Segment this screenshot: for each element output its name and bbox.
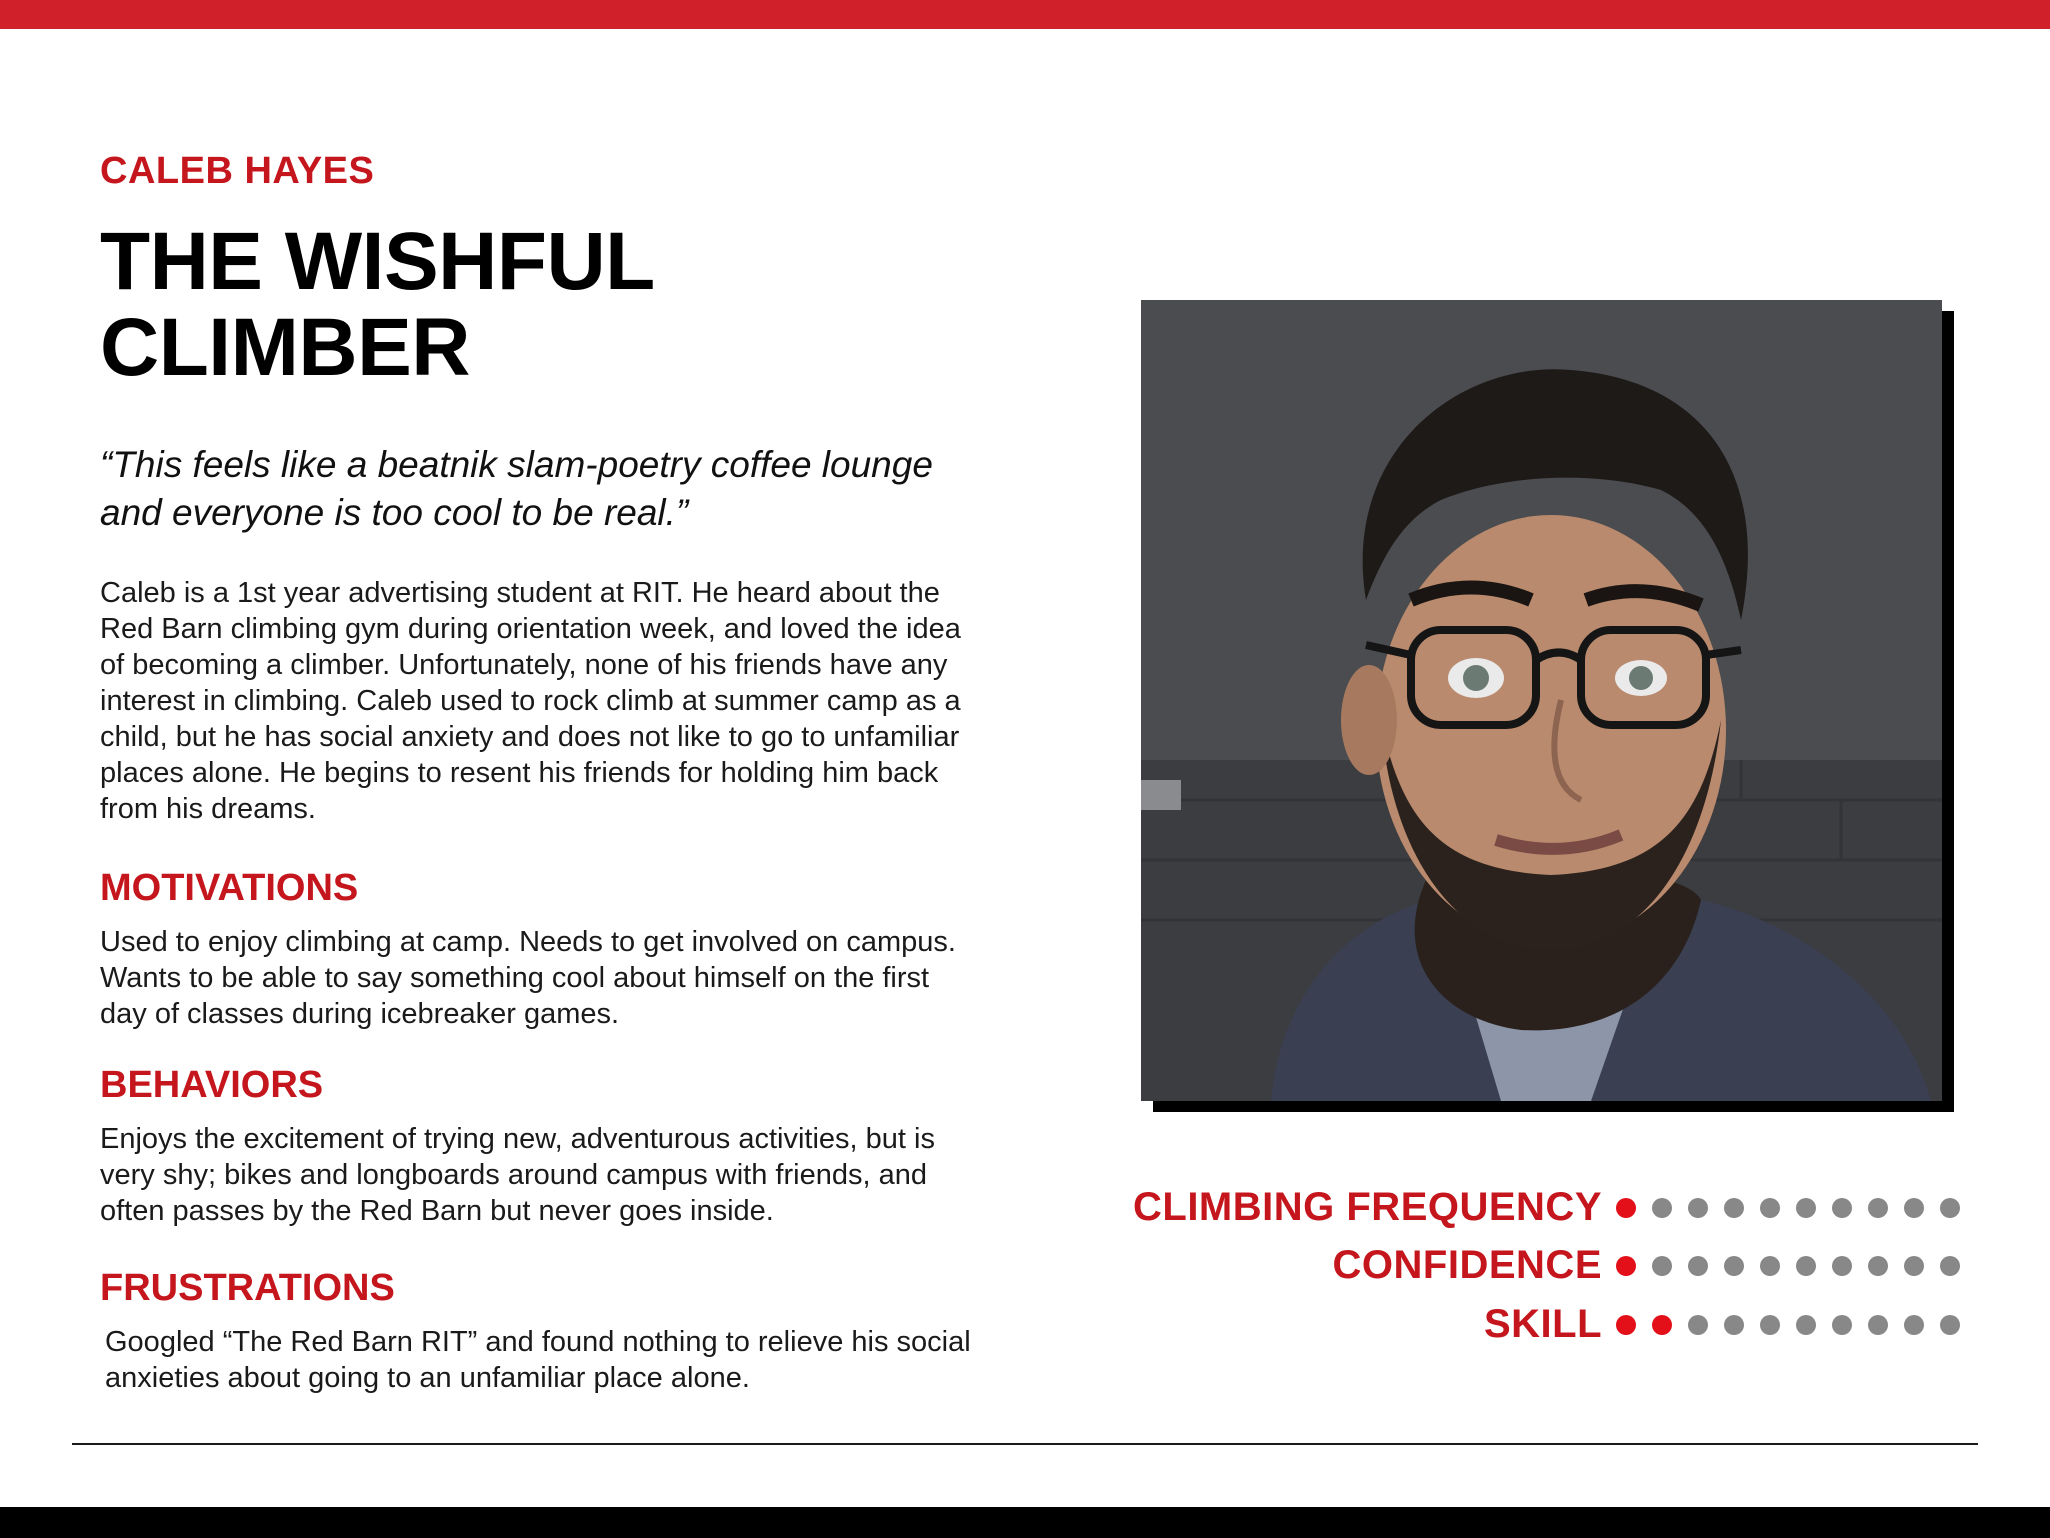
rating-row-skill — [1484, 1302, 1960, 1347]
rating-label: SKILL — [1483, 1302, 1602, 1346]
rating-dots — [1616, 1198, 1960, 1218]
rating-dot-empty — [1688, 1256, 1708, 1276]
rating-dot-empty — [1796, 1315, 1816, 1335]
footer-divider — [72, 1443, 1978, 1445]
rating-dot-empty — [1796, 1256, 1816, 1276]
rating-dot-empty — [1652, 1256, 1672, 1276]
rating-label: CONFIDENCE — [1332, 1243, 1602, 1287]
rating-dot-empty — [1724, 1315, 1744, 1335]
rating-dot-empty — [1904, 1256, 1924, 1276]
persona-bio: Caleb is a 1st year advertising student at RIT. He heard about the Red Barn climbing gym during orientation week, and loved the idea of becoming a climber. Unfortunately, none of his friends have any interest in climbing. Caleb used to rock climb at summer camp as a child, but he has social anxiety and does not like to go to unfamiliar places alone. He begins to resent his friends for holding him back from his dreams. — [100, 577, 961, 826]
rating-dot-empty — [1904, 1198, 1924, 1218]
rating-dot-empty — [1760, 1256, 1780, 1276]
bottom-bar — [0, 1507, 2050, 1538]
rating-dot-filled — [1616, 1256, 1636, 1276]
rating-dot-empty — [1868, 1256, 1888, 1276]
rating-dot-empty — [1688, 1315, 1708, 1335]
rating-dot-empty — [1724, 1198, 1744, 1218]
rating-dot-empty — [1940, 1315, 1960, 1335]
persona-photo — [1141, 300, 1942, 1101]
rating-dot-empty — [1832, 1198, 1852, 1218]
rating-dot-filled — [1652, 1315, 1672, 1335]
rating-dot-filled — [1616, 1315, 1636, 1335]
rating-dot-empty — [1940, 1256, 1960, 1276]
rating-dot-empty — [1832, 1256, 1852, 1276]
rating-dots — [1616, 1256, 1960, 1276]
persona-quote: “This feels like a beatnik slam-poetry coffee lounge and everyone is too cool to be real.” — [100, 444, 933, 534]
persona-name: CALEB HAYES — [100, 150, 375, 192]
rating-dot-empty — [1796, 1198, 1816, 1218]
persona-title: THE WISHFUL CLIMBER — [100, 216, 654, 394]
frustrations-heading: FRUSTRATIONS — [100, 1267, 395, 1310]
rating-dot-empty — [1832, 1315, 1852, 1335]
rating-dot-empty — [1904, 1315, 1924, 1335]
behaviors-section — [100, 1064, 1000, 1229]
persona-text-column — [100, 150, 1000, 1396]
rating-dot-empty — [1760, 1315, 1780, 1335]
motivations-section — [100, 867, 1000, 1032]
rating-dot-empty — [1688, 1198, 1708, 1218]
frustrations-body: Googled “The Red Barn RIT” and found nothing to relieve his social anxieties about going to an unfamiliar place alone. — [105, 1326, 971, 1395]
behaviors-heading: BEHAVIORS — [100, 1064, 324, 1107]
rating-dot-empty — [1868, 1315, 1888, 1335]
rating-dots — [1616, 1315, 1960, 1335]
rating-dot-empty — [1868, 1198, 1888, 1218]
rating-row-climbing-frequency — [1133, 1185, 1960, 1230]
motivations-heading: MOTIVATIONS — [100, 867, 359, 910]
rating-label: CLIMBING FREQUENCY — [1133, 1185, 1602, 1229]
rating-row-confidence — [1333, 1243, 1960, 1288]
rating-dot-empty — [1760, 1198, 1780, 1218]
rating-dot-empty — [1652, 1198, 1672, 1218]
top-accent-bar — [0, 0, 2050, 29]
behaviors-body: Enjoys the excitement of trying new, adventurous activities, but is very shy; bikes and longboards around campus with friends, and often passes by the Red Barn but never goes inside. — [100, 1123, 935, 1228]
frustrations-section — [100, 1267, 1000, 1396]
rating-dot-filled — [1616, 1198, 1636, 1218]
rating-dot-empty — [1940, 1198, 1960, 1218]
rating-dot-empty — [1724, 1256, 1744, 1276]
motivations-body: Used to enjoy climbing at camp. Needs to get involved on campus. Wants to be able to say something cool about himself on the first day of classes during icebreaker games. — [100, 926, 956, 1031]
